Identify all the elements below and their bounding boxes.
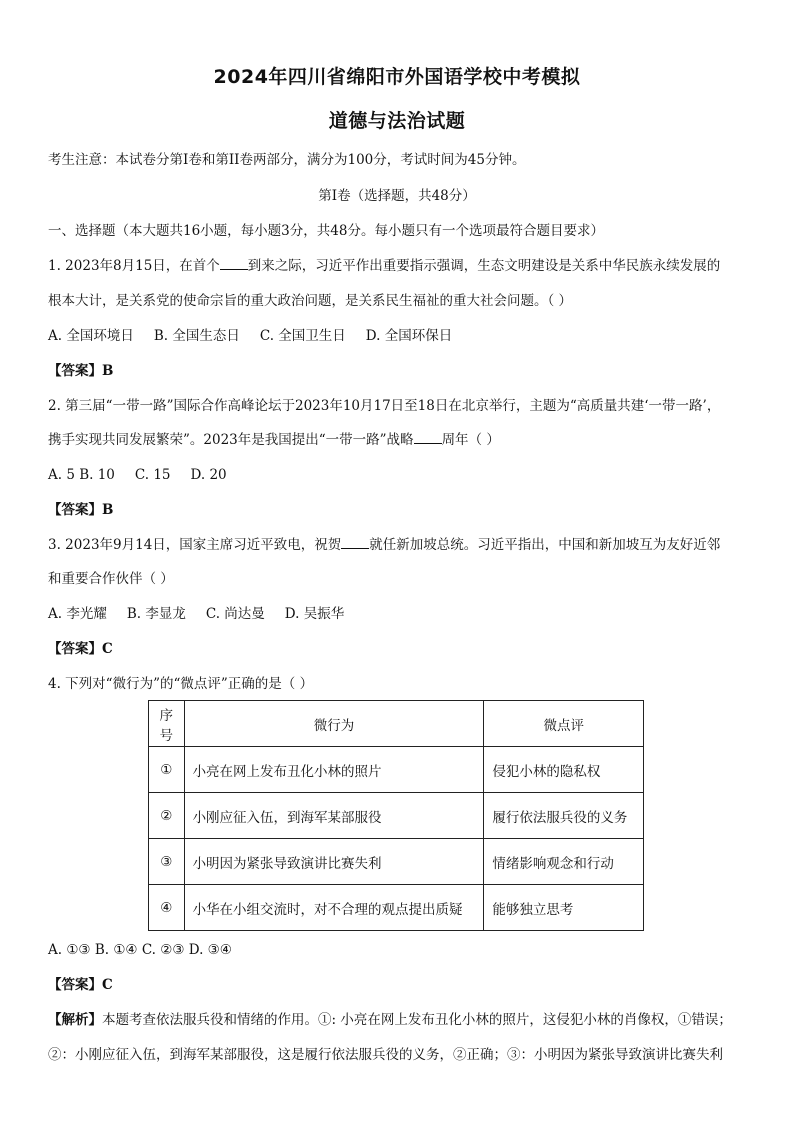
option-c: C. 尚达曼 (205, 606, 265, 622)
table-cell: 能够独立思考 (484, 885, 644, 931)
option-d: D. 吴振华 (284, 606, 345, 622)
table-cell: 情绪影响观念和行动 (484, 839, 644, 885)
table-cell: ① (149, 747, 185, 793)
question-4-stem: 4. 下列对“微行为”的“微点评”正确的是（ ） (48, 676, 314, 692)
question-1-stem-line2: 根本大计，是关系党的使命宗旨的重大政治问题，是关系民生福祉的重大社会问题。（ ） (48, 293, 573, 309)
answer-blank (414, 430, 442, 444)
table-cell: 侵犯小林的隐私权 (484, 747, 644, 793)
question-3-stem-line2: 和重要合作伙伴（ ） (48, 571, 174, 587)
exam-subject: 道德与法治试题 (328, 110, 466, 132)
question-2-stem-line2: 携手实现共同发展繁荣”。2023年是我国提出“一带一路”战略 周年（ ） (48, 432, 500, 448)
question-2-stem-line1: 2. 第三届“一带一路”国际合作高峰论坛于2023年10月17日至18日在北京举行，主题为“高质量共建‘一带一路’， (48, 398, 721, 414)
table-cell: 小华在小组交流时，对不合理的观点提出质疑 (184, 885, 484, 931)
question-4-answer: 【答案】C (48, 977, 113, 993)
option-a: A. 李光耀 (48, 606, 107, 622)
table-header-cell: 序号 (149, 701, 185, 747)
answer-blank (341, 535, 369, 549)
question-2-options (48, 465, 748, 485)
option-ab: A. 5 B. 10 (48, 467, 115, 483)
table-cell: 履行依法服兵役的义务 (484, 793, 644, 839)
answer-blank (220, 256, 248, 270)
option-c: C. 全国卫生日 (259, 328, 346, 344)
option-d: D. 全国环保日 (365, 328, 453, 344)
table-row (149, 793, 644, 839)
option-c: C. 15 (134, 467, 171, 483)
question-4-table (148, 700, 644, 931)
table-header-cell: 微行为 (184, 701, 484, 747)
section-title: 第I卷（选择题，共48分） (318, 188, 476, 204)
exam-notice: 考生注意：本试卷分第I卷和第II卷两部分，满分为100分，考试时间为45分钟。 (48, 152, 526, 168)
question-4-analysis-line1: 【解析】本题考查依法服兵役和情绪的作用。①: 小亮在网上发布丑化小林的照片，这侵犯小林的肖像权，①错误； (48, 1012, 732, 1028)
table-row (149, 885, 644, 931)
table-cell: 小刚应征入伍，到海军某部服役 (184, 793, 484, 839)
question-4-analysis-line2: ②：小刚应征入伍，到海军某部服役，这是履行依法服兵役的义务，②正确；③：小明因为紧张导致演讲比赛失利 (48, 1047, 723, 1063)
table-cell: ② (149, 793, 185, 839)
table-cell: 小明因为紧张导致演讲比赛失利 (184, 839, 484, 885)
option-b: B. 李显龙 (126, 606, 186, 622)
table-row (149, 839, 644, 885)
option-b: B. 全国生态日 (153, 328, 240, 344)
question-3-stem-line1: 3. 2023年9月14日，国家主席习近平致电，祝贺 就任新加坡总统。习近平指出，中国和新加坡互为友好近邻 (48, 537, 721, 553)
table-cell: ④ (149, 885, 185, 931)
question-1-answer: 【答案】B (48, 363, 114, 379)
table-header-cell: 微点评 (484, 701, 644, 747)
question-4-options: A. ①③ B. ①④ C. ②③ D. ③④ (48, 942, 232, 958)
analysis-label: 【解析】 (48, 1012, 102, 1028)
question-1-options (48, 326, 748, 346)
exam-title: 2024年四川省绵阳市外国语学校中考模拟 (213, 66, 581, 88)
question-1-stem-line1: 1. 2023年8月15日，在首个 到来之际，习近平作出重要指示强调，生态文明建设是关系中华民族永续发展的 (48, 258, 721, 274)
option-a: A. 全国环境日 (48, 328, 134, 344)
question-3-answer: 【答案】C (48, 641, 113, 657)
part-instruction: 一、选择题（本大题共16小题，每小题3分，共48分。每小题只有一个选项最符合题目要求） (48, 223, 604, 239)
question-3-options (48, 604, 748, 624)
table-cell: ③ (149, 839, 185, 885)
table-row (149, 747, 644, 793)
table-cell: 小亮在网上发布丑化小林的照片 (184, 747, 484, 793)
option-d: D. 20 (190, 467, 227, 483)
table-header-row (149, 701, 644, 747)
question-2-answer: 【答案】B (48, 502, 114, 518)
